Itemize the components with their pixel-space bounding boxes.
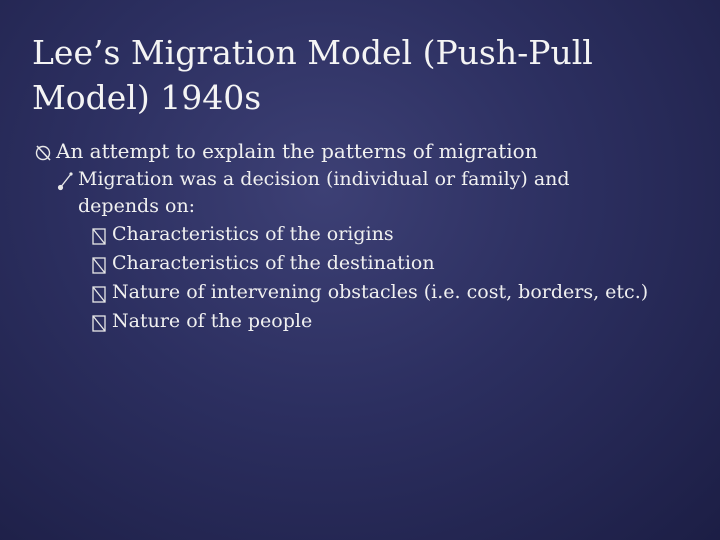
bullet-text-level2-line1: Migration was a decision (individual or family) and [78, 168, 570, 190]
bullet-item-level3 [34, 220, 714, 249]
bullet-item-level2 [34, 166, 714, 193]
title-line-2: Model) 1940s [32, 78, 262, 117]
bullet-item-level3 [34, 307, 714, 336]
title-line-1: Lee’s Migration Model (Push-Pull [32, 33, 593, 72]
bullet-text-level3: Characteristics of the origins [112, 223, 394, 245]
slash-square-icon [90, 249, 110, 278]
bullet-text-level3: Characteristics of the destination [112, 252, 435, 274]
slash-square-icon [90, 307, 110, 336]
slide-title [32, 30, 692, 120]
dotted-slash-icon [56, 166, 76, 193]
bullet-item-level1 [34, 136, 714, 166]
bullet-text-level3: Nature of intervening obstacles (i.e. cost, borders, etc.) [112, 281, 649, 303]
slash-square-icon [90, 220, 110, 249]
bullet-item-level3 [34, 278, 714, 307]
bullet-text-level1: An attempt to explain the patterns of migration [56, 139, 538, 163]
bullet-text-level3: Nature of the people [112, 310, 313, 332]
slash-square-icon [90, 278, 110, 307]
bullet-list [34, 136, 714, 336]
slash-circle-icon [34, 136, 54, 166]
bullet-text-level2-line2: depends on: [78, 195, 196, 217]
bullet-item-level3 [34, 249, 714, 278]
bullet-item-level2-continuation [34, 193, 714, 220]
